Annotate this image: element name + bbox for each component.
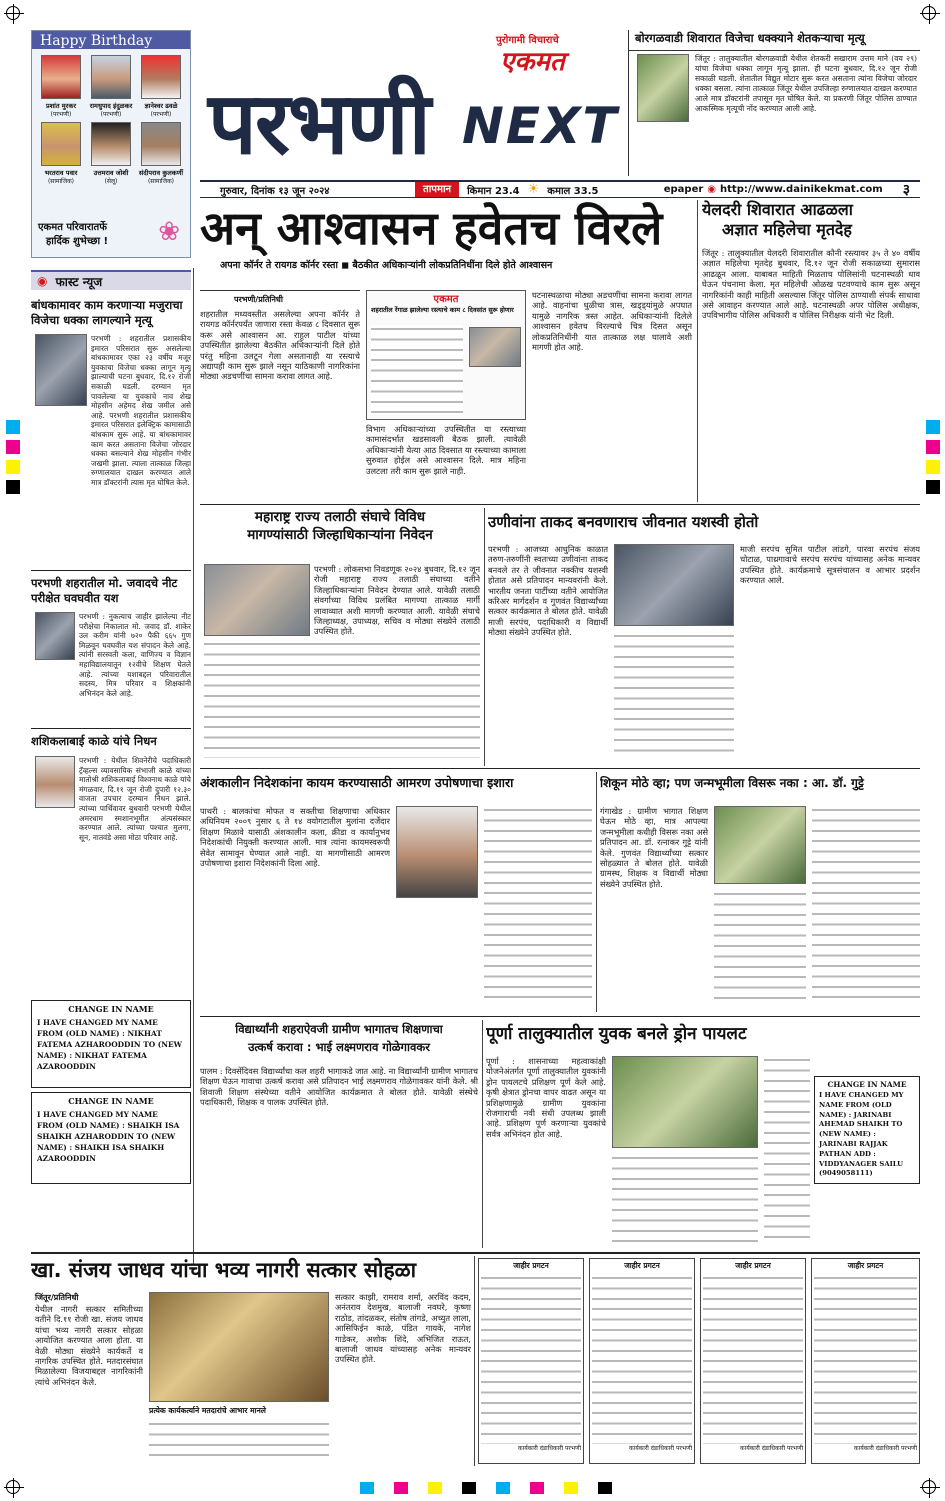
lead-col-1: परभणी/प्रतिनिधी शहरातील मध्यवस्तीत असलेल्या अपना कॉर्नर ते रायगड कॉर्नरपर्यंत जाणारा रस्ता केवळ ८ दिवसात सुरू करू असे आश्वासन आ. राहुल पाटील यांच्या उपस्थितीत झालेल्या बैठकीत अधिकाऱ्यांनी दिले होते परंतु महिना उलटून गेला असतानाही या रस्त्याचे अद्यापही काम सुरू झाले नसून याठिकाणी नागरिकांना मोठ्या अडचणींचा सामना करावा लागत आहे. [200,290,360,500]
notice-text [592,1274,692,1444]
student-photo [35,612,75,660]
date-bar [200,180,920,198]
sun-icon: ☀ [527,182,540,197]
globe-icon: ◉ [707,184,717,195]
logo-city: परभणी [208,74,429,174]
drone-photo [612,1056,758,1148]
color-bar-bottom [360,1482,612,1494]
drone-story: पूर्णा तालुक्यातील युवक बनले ड्रोन पायलट पूर्णा : शासनाच्या महत्वाकांक्षी योजनेअंतर्गत पूर्णा तालुक्यातील युवकांनी ड्रोन पायलटचे प्रशिक्षण पूर्ण केले आहे. कृषी क्षेत्रात ड्रोनचा वापर वाढत असून या प्रशिक्षणामुळे ग्रामीण युवकांना रोजगाराची नवी संधी उपलब्ध झाली आहे. प्रशिक्षण पूर्ण करणाऱ्या युवकांचे सर्वत्र अभिनंदन होत आहे. [486,1020,920,1248]
lead-headline: अन् आश्वासन हवेतच विरले [200,201,663,255]
talathi-photo [204,564,310,636]
registration-mark [922,6,936,20]
person-photo [41,55,81,99]
headline: बोरगळवाडी शिवारात विजेचा धक्क्याने शेतकऱ्याचा मृत्यू [629,30,920,51]
ekmat-tagline: पुरोगामी विचाराचे [496,35,559,46]
gutte-text-more [714,890,806,1006]
talathi-text-more [204,640,480,758]
birthday-title: Happy Birthday [32,31,190,49]
education-story: विद्यार्थ्यांनी शहराऐवजी ग्रामीण भागातच शिक्षणाचा उत्कर्ष करावा : भाई लक्ष्मणराव गोळेगावकर पालम : दिवसेंदिवस विद्यार्थ्यांचा कल शहरी भागाकडे जात आहे. ना विद्यार्थ्यांनी ग्रामीण भागातच शिक्षण घेऊन गावाचा उत्कर्ष करावा असे प्रतिपादन भाई लक्ष्मणराव गोळेगावकर यांनी केले. श्री शिवाजी शिक्षण संस्थेच्या वतीने आयोजित कार्यक्रमात ते बोलत होते. यावेळी संस्थेचे पदाधिकारी, शिक्षक व पालक उपस्थित होते. [200,1022,478,1108]
jadhav-photo [149,1292,329,1402]
drone-text-more [612,1154,758,1246]
temp-label: तापमान [415,182,459,198]
person-photo [141,55,181,99]
farmer-photo [637,54,689,122]
birthday-wish: हार्दिक शुभेच्छा ! [46,236,109,247]
notice-text [481,1274,581,1444]
left-story-1: बांधकामावर काम करणाऱ्या मजुराचा विजेचा धक्का लागल्याने मृत्यू परभणी : शहरातील प्रशासकीय इमारत परिसरात सुरू असलेल्या बांधकामावर एका २३ वर्षीय मजूर युवकाचा विजेचा धक्का लागून मृत्यू झाल्याची घटना बुधवार, दि.१२ रोजी सकाळी घडली. दरम्यान मृत पावलेल्या या युवकाचे नाव शेख मोहसीन अहेमद शेख जमील असे आहे. परभणी शहरातील प्रशासकीय इमारत परिसरात इलेक्ट्रिक कामासाठी बांधकाम सुरू आहे. या बांधकामावर काम करत असताना विजेचा जोरदार धक्का बसल्याने शेख मोहसीन गंभीर जखमी झाला. त्याला तात्काळ जिल्हा रुग्णालयात दाखल करण्यात आले मात्र डॉक्टरांनी त्यास मृत घोषित केले. [31,298,191,487]
unity-text-more [614,632,734,760]
person-photo [141,122,181,166]
jadhav-story: खा. संजय जाधव यांचा भव्य नागरी सत्कार सोहळा जिंतूर/प्रतिनिधी येथील नागरी सत्कार समितीच्या वतीने दि.११ रोजी खा. संजय जाधव यांचा भव्य नागरी सत्कार सोहळा आयोजित करण्यात आला होता. या वेळी मोठ्या संख्येने कार्यकर्ते व नागरिक उपस्थित होते. मतदारसंघात मिळालेल्या विजयाबद्दल नागरिकांनी त्यांचे अभिनंदन केले. प्रत्येक कार्यकर्त्याने मतदारांचे आभार मानले सत्कार काझी, रामराव शर्मा, अरविंद कदम, अनंतराव देशमुख, बालाजी नवघरे, कृष्णा राठोड, तांदळकर, संतोष तांगडे, अच्युत लाला, आसिफिईन काळे, पंडित गायके, नागेश गाडेकर, अशोक शिंदे, अभिजित राऊत, बालाजी जाधव यांच्यासह अनेक मान्यवर उपस्थित होते. [31,1256,471,1466]
notice-3: जाहीर प्रगटन कार्यकारी दंडाधिकारी परभणी [700,1258,806,1464]
gutte-text-side [812,806,920,1006]
lead-clipping: एकमत शहरातील रेंगाळ झालेल्या रस्त्याचे काम ८ दिवसांत सुरू होणार [366,290,526,420]
registration-mark [6,6,20,20]
epaper-label: epaper [663,184,704,195]
person-photo [91,55,131,99]
change-name-ad-2: CHANGE IN NAME I HAVE CHANGED MY NAME FROM (OLD NAME) : SHAIKH ISA SHAIKH AZHARODDIN TO (NEW NAME) : SHAIKH ISA SHAIKH AZAROODDIN [31,1092,191,1184]
clipping-photo [469,327,521,367]
notice-1: जाहीर प्रगटन कार्यकारी दंडाधिकारी परभणी [478,1258,584,1464]
logo-next: NEXT [462,97,619,155]
birthday-person: ज्ञानेश्वर ढवळे (परभणी) [138,55,184,118]
gutte-story: शिकून मोठे व्हा; पण जन्मभूमीला विसरू नका : आ. डॉ. गुट्टे गंगाखेड : ग्रामीण भागात शिक्षण घेऊन मोठे व्हा, मात्र आपल्या जन्मभूमीला कधीही विसरू नका असे प्रतिपादन आ. डॉ. रत्नाकर गुट्टे यांनी केले. गुणवंत विद्यार्थ्यांच्या सत्कार सोहळ्यात ते बोलत होते. यावेळी ग्रामस्थ, शिक्षक व विद्यार्थी मोठ्या संख्येने उपस्थित होते. [600,772,920,1012]
gutte-photo [714,806,806,884]
talathi-story: महाराष्ट्र राज्य तलाठी संघाचे विविध मागण्यांसाठी जिल्हाधिकाऱ्यांना निवेदन परभणी : लोकसभा निवडणूक २०२४ बुधवार, दि.१२ जून रोजी महाराष्ट्र राज्य तलाठी संघाच्या वतीने जिल्हाधिकाऱ्यांना निवेदन देण्यात आले. यावेळी तलाठी संवर्गाच्या विविध प्रलंबित मागण्या तात्काळ मार्गी लावाव्यात अशी मागणी करण्यात आली. यावेळी संघाचे जिल्हाध्यक्ष, उपाध्यक्ष, सचिव व मोठ्या संख्येने तलाठी उपस्थित होते. [200,508,480,764]
lead-col-3: घटनास्थळाचा मोठ्या अडचणींचा सामना करावा लागत आहे. वाहनांचा धुळीचा त्रास, खड्ड्यांमुळे अपघात यामुळे नागरिक त्रस्त आहेत. अधिकाऱ्यांनी दिलेले आश्वासन हवेतच विरल्याचे चित्र दिसत असून लोकप्रतिनिधींनी यात तात्काळ लक्ष घालावे अशी मागणी होत आहे. [532,290,692,353]
hunger-text-more [484,806,592,1006]
website-link[interactable]: http://www.dainikekmat.com [720,184,883,195]
tulip-icon: ❀ [158,217,180,247]
obituary-photo [35,756,75,808]
victim-photo [35,334,87,406]
fast-news-header: ◉ फास्ट न्यूज [31,270,191,290]
lead-subhead: अपना कॉर्नर ते रायगड कॉर्नर रस्ता ◼ बैठकीत अधिकाऱ्यांनी लोकप्रतिनिधींना दिले होते आश्वासन [220,260,553,271]
person-photo [41,122,81,166]
birthday-box [31,30,191,258]
temp-max: कमाल 33.5 [547,185,599,197]
teacher-photo [396,806,478,898]
drone-text-side [764,1056,810,1246]
color-bar-right [926,420,938,500]
date-line: गुरुवार, दिनांक १३ जून २०२४ [220,185,330,197]
birthday-person: रामधुपाद इंदुळकर (परभणी) [88,55,134,118]
person-photo [91,122,131,166]
lead-col-2: विभाग अधिकाऱ्यांच्या उपस्थितीत या रस्त्याच्या कामासंदर्भात खडसावली बैठक झाली. त्यावेळी अधिकाऱ्यांनी येत्या आठ दिवसात या रस्त्याच्या कामाला सुरुवात होईल असे आश्वासन दिले. मात्र महिना उलटला तरी काम सुरू झाले नाही. [366,424,526,476]
color-bar-left [6,420,18,500]
person-name: प्रशांत मुरकर [46,102,76,110]
registration-mark [922,1480,936,1494]
birthday-wish: एकमत परिवारातर्फे [38,222,107,233]
change-name-ad-1: CHANGE IN NAME I HAVE CHANGED MY NAME FROM (OLD NAME) : NIKHAT FATEMA AZHAROODDIN TO (NEW NAME) : NIKHAT FATEMA AZAROODDIN [31,1000,191,1088]
bullet-icon: ◉ [37,274,48,288]
masthead [200,30,620,180]
notice-text [814,1274,917,1444]
clipping-logo: एकमत [433,294,459,305]
top-right-story: बोरगळवाडी शिवारात विजेचा धक्क्याने शेतकऱ्याचा मृत्यू जिंतूर : तालुक्यातील बोरगळवाडी येथील शेतकरी सखाराम उत्तम माने (वय २९) यांचा विजेचा धक्का लागून मृत्यू झाला. ही घटना बुधवार, दि.१२ जून रोजी सकाळी घडली. शेतातील विद्युत मोटार सुरू करत असताना त्यांना विजेचा जोरदार धक्का बसला. त्यांना तात्काळ जिंतूर येथील उपजिल्हा रुग्णालयात दाखल करण्यात आले मात्र डॉक्टरांनी तपासून मृत घोषित केले. या प्रकरणी जिंतूर पोलिस ठाण्यात आकस्मिक मृत्यूची नोंद करण्यात आली आहे. [628,30,920,176]
birthday-person: उत्तमराव जोशी (सेलू) [88,122,134,185]
birthday-person: भरतराव पवार (सामाजिक) [38,122,84,185]
yeldari-story: येलदरी शिवारात आढळला अज्ञात महिलेचा मृतदेह जिंतूर : तालुक्यातील येलदरी शिवारातील कौनी रस्त्यावर ३५ ते ४० वर्षीय अज्ञात महिलेचा मृतदेह बुधवार, दि.१२ जून रोजी सकाळच्या सुमारास आढळून आला. याबाबत माहिती मिळताच पोलिसांनी घटनास्थळी धाव घेऊन पंचनामा केला. मृत महिलेची ओळख पटवण्याचे काम सुरू असून नागरिकांनी काही माहिती असल्यास जिंतूर पोलिस ठाण्याशी संपर्क साधावा असे आवाहन करण्यात आले आहे. घटनास्थळी अपर पोलिस अधीक्षक, उपविभागीय पोलिस अधिकारी व पोलिस निरीक्षक यांनी भेट दिली. [702,200,920,321]
left-story-3: शशिकलाबाई काळे यांचे निधन परभणी : येथील शिवनेरीचे पदाधिकारी ट्रॅव्हल्स व्यावसायिक संभाजी काळे यांच्या मातोश्री शशिकलाबाई विश्वनाथ काळे यांचे मंगळवार, दि.११ जून रोजी दुपारी १२.३० वाजता उपचार दरम्यान निधन झाले. त्यांच्या पार्थिवावर बुधवारी परभणी येथील अमरधाम स्मशानभूमीत अंत्यसंस्कार करण्यात आले. त्यांच्या पश्चात मुलगा, सून, नातवंडे असा मोठा परिवार आहे. [31,734,191,842]
unity-story: उणीवांना ताकद बनवणाराच जीवनात यशस्वी होतो परभणी : आजच्या आधुनिक काळात तरुण-तरुणींनी स्वतःच्या उणीवांना ताकद बनवले तर ते जीवनात नक्कीच यशस्वी होतात असे प्रतिपादन मान्यवरांनी केले. भारतीय जनता पार्टीच्या वतीने आयोजित करिअर मार्गदर्शन व गुणवंत विद्यार्थ्यांच्या सत्कार कार्यक्रमात ते बोलत होते. यावेळी माजी सरपंच, पदाधिकारी व विद्यार्थी मोठ्या संख्येने उपस्थित होते. माजी सरपंच सुमित पाटील लांडगे, पारवा सरपंच संजय चोटाळ, पाथ्रगावाचे सरपंच सरपंच यांच्यासह अनेक मान्यवर उपस्थित होते. कार्यक्रमाचे सूत्रसंचालन व आभार प्रदर्शन करण्यात आले. [488,508,920,764]
temp-min: किमान 23.4 [467,185,520,197]
notice-text [703,1274,803,1444]
birthday-person: संदीपराव कुलकर्णी (सामाजिक) [138,122,184,185]
notice-4: जाहीर प्रगटन कार्यकारी दंडाधिकारी परभणी [811,1258,920,1464]
page-number: ३ [902,182,910,198]
clipping-text [371,325,463,415]
birthday-person: प्रशांत मुरकर (परभणी) [38,55,84,118]
change-name-ad-3: CHANGE IN NAME I HAVE CHANGED MY NAME FROM (OLD NAME) : JARINABI AHEMAD SHAIKH TO (NEW NAME) : JARINABI RAJJAK PATHAN ADD : VIDDYANAGER SAILU (9049058111) [814,1076,920,1184]
unity-photo [614,544,734,626]
hunger-story: अंशकालीन निदेशकांना कायम करण्यासाठी आमरण उपोषणाचा इशारा पाथरी : बालकांचा मोफत व सक्तीचा शिक्षणाचा अधिकार अधिनियम २००९ नुसार ६ ते १४ वयोगटातील मुलांना दर्जेदार शिक्षण मिळावे यासाठी अंशकालीन कला, क्रीडा व कार्यानुभव निदेशकांची नियुक्ती करण्यात आली. मात्र त्यांना कायमस्वरूपी सेवेत सामावून घेण्यात आले नाही. या मागणीसाठी आमरण उपोषणाचा इशारा निदेशकांनी दिला आहे. [200,772,592,1012]
notice-2: जाहीर प्रगटन कार्यकारी दंडाधिकारी परभणी [589,1258,695,1464]
left-story-2: परभणी शहरातील मो. जवादचे नीट परीक्षेत घवघवीत यश परभणी : नुकत्याच जाहीर झालेल्या नीट परीक्षेचा निकालात मो. जवाद डॉ. शाकेर उल करीम यांनी ७२० पैकी ६६५ गुण मिळवून घवघवीत यश संपादन केले आहे. त्यांनी सरस्वती कला, वाणिज्य व विज्ञान महाविद्यालयातून १२वीचे शिक्षण घेतले आहे. त्यांच्या यशाबद्दल परिवारातील सदस्य, मित्र परिवार व शिक्षकांनी अभिनंदन केले आहे. [31,576,191,698]
jadhav-text-more [149,1420,329,1464]
ekmat-brand: एकमत [500,47,565,77]
registration-mark [6,1480,20,1494]
